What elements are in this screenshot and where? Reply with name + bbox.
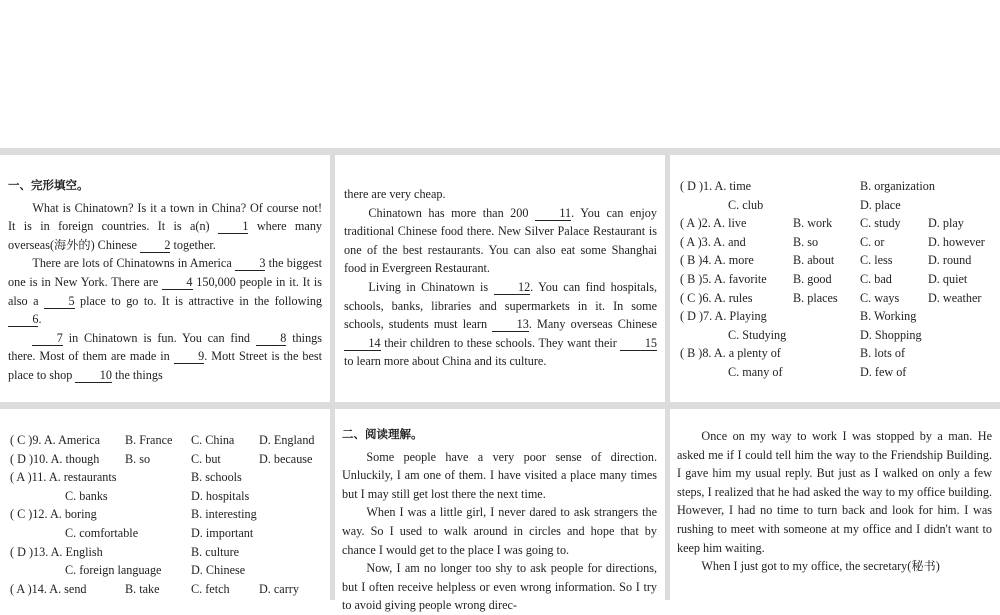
- blank-4: 4: [162, 275, 192, 290]
- answer-choice-b: B. about: [793, 253, 835, 268]
- answer-choice-d: D. quiet: [928, 271, 968, 286]
- reading-panel: [335, 409, 665, 613]
- reading-paragraph-1: Some people have a very poor sense of direction. Unluckily, I am one of them. I have visited a place many times but I may still get lost there the next time.: [342, 449, 657, 501]
- blank-3: 3: [235, 256, 265, 271]
- cloze-continuation-line: there are very cheap.: [344, 187, 446, 201]
- answer-choice-d: D. weather: [928, 290, 982, 305]
- answer-choice-c: D. hospitals: [191, 488, 250, 503]
- answer-choice-a: ( C )6. A. rules: [680, 290, 753, 305]
- answer-choice-a: ( C )12. A. boring: [10, 507, 97, 522]
- answer-choice-d: D. play: [928, 216, 964, 231]
- answer-row: [680, 251, 992, 270]
- reading-paragraph-2: When I was a little girl, I never dared to ask strangers the way. So I used to walk around in circles and hope that by chance I would get to the place I was going to.: [342, 505, 657, 557]
- answer-row: [680, 214, 992, 233]
- answer-row: [680, 177, 992, 196]
- answer-choice-c: B. interesting: [191, 507, 257, 522]
- answer-row: [10, 450, 322, 469]
- blank-9: 9: [174, 349, 204, 364]
- answer-row: [10, 580, 322, 599]
- answer-choice-a: ( B )5. A. favorite: [680, 271, 767, 286]
- answer-choice-c: C. bad: [860, 271, 892, 286]
- answer-row: [680, 344, 992, 363]
- answer-choice-d: D. however: [928, 234, 985, 249]
- answer-choice-c: C. ways: [860, 290, 900, 305]
- answer-choice-a-cont: C. banks: [65, 488, 108, 503]
- blank-6: 6: [8, 312, 38, 327]
- answer-choice-c: B. schools: [191, 470, 242, 485]
- answer-choice-c: C. fetch: [191, 581, 230, 596]
- blank-12: 12: [494, 280, 531, 295]
- answer-choice-b: B. take: [125, 581, 160, 596]
- reading-paragraph-4: Once on my way to work I was stopped by a man. He asked me if I could tell him the way to the Friendship Building. I gave him my usual reply. But just as I walked on only a few steps, I realized that he had asked the way to my office building. However, I had no time to turn back and look for him. I was rushing to meet with someone at my office and I didn't want to keep him waiting.: [677, 429, 992, 555]
- blank-5: 5: [44, 294, 74, 309]
- answers-panel-bottom: [0, 409, 330, 600]
- blank-15: 15: [620, 336, 657, 351]
- cloze-passage-panel: [0, 155, 330, 402]
- answer-choice-b: B. so: [793, 234, 819, 249]
- answer-row: [10, 543, 322, 562]
- answer-choice-c: B. organization: [860, 179, 935, 193]
- blank-2: 2: [140, 238, 170, 253]
- answer-row: [10, 524, 322, 543]
- answer-choice-a: ( D )13. A. English: [10, 544, 103, 559]
- answer-row: [10, 487, 322, 506]
- cloze-paragraph-5: Living in Chinatown is 12. You can find hospitals, schools, banks, libraries and supermarkets in it. In some schools, students must learn 13. Many overseas Chinese 14 their children to these schools. They want their 15 to learn more about China and its culture.: [344, 279, 658, 369]
- answer-choice-a-cont: C. comfortable: [65, 525, 139, 540]
- answer-choice-c: D. Shopping: [860, 327, 922, 342]
- section-heading-reading: 二、阅读理解。: [342, 427, 423, 441]
- answer-choice-c: D. few of: [860, 364, 907, 379]
- answer-row: [680, 289, 992, 308]
- blank-1: 1: [218, 219, 248, 234]
- answer-choice-a: ( C )9. A. America: [10, 433, 101, 447]
- answer-choice-a: ( D )10. A. though: [10, 451, 100, 466]
- answer-row: [680, 196, 992, 215]
- answer-choice-b: B. work: [793, 216, 833, 231]
- answer-choice-b: B. so: [125, 451, 151, 466]
- answer-choice-c: B. lots of: [860, 346, 906, 361]
- answer-choice-c: D. important: [191, 525, 254, 540]
- answer-choice-b: B. places: [793, 290, 838, 305]
- blank-11: 11: [535, 206, 571, 221]
- answer-choice-c: C. study: [860, 216, 901, 231]
- answer-choice-a: ( B )8. A. a plenty of: [680, 346, 781, 361]
- answer-choice-a-cont: C. many of: [728, 364, 783, 379]
- cloze-paragraph-4: Chinatown has more than 200 11. You can enjoy traditional Chinese food there. New Silver Palace Restaurant is one of the best restaurants. You can also eat some Shanghai food in Evergreen Restaurant.: [344, 205, 657, 276]
- answer-row: [10, 468, 322, 487]
- answer-row: [10, 561, 322, 580]
- blank-13: 13: [492, 317, 529, 332]
- answer-choice-d: D. because: [259, 451, 313, 466]
- answer-row: [680, 326, 992, 345]
- answer-choice-c: D. Chinese: [191, 563, 246, 578]
- cloze-paragraph-1: What is Chinatown? Is it a town in China? Of course not! It is in foreign countries. It is a(n) 1 where many overseas(海外的) Chinese 2 together.: [8, 200, 323, 252]
- answer-choice-a: ( A )14. A. send: [10, 581, 87, 596]
- answer-choice-a: ( D )1. A. time: [680, 179, 752, 193]
- blank-8: 8: [256, 331, 286, 346]
- answer-choice-a: ( A )11. A. restaurants: [10, 470, 117, 485]
- answer-row: [680, 307, 992, 326]
- answer-choice-a: ( D )7. A. Playing: [680, 309, 767, 324]
- answer-choice-a: ( B )4. A. more: [680, 253, 754, 268]
- reading-continuation-panel: [670, 409, 1000, 600]
- answer-row: [10, 505, 322, 524]
- blank-7: 7: [32, 331, 62, 346]
- answer-row: [680, 233, 992, 252]
- section-heading-cloze: 一、完形填空。: [8, 178, 89, 192]
- answer-choice-a: ( A )3. A. and: [680, 234, 746, 249]
- answer-choice-a-cont: C. foreign language: [65, 563, 162, 578]
- top-divider-band: [0, 148, 1000, 155]
- answer-choice-b: B. good: [793, 271, 832, 286]
- cloze-paragraph-3: 7 in Chinatown is fun. You can find 8 things there. Most of them are made in 9. Mott Street is the best place to shop 10 the things: [8, 330, 323, 382]
- answer-choice-c: C. or: [860, 234, 885, 249]
- answer-choice-c: C. China: [191, 433, 235, 447]
- answer-choice-c: C. less: [860, 253, 893, 268]
- answer-row: [680, 270, 992, 289]
- cloze-paragraph-2: There are lots of Chinatowns in America 3 the biggest one is in New York. There are 4 150,000 people in it. It is also a 5 place to go to. It is attractive in the following 6.: [8, 256, 323, 327]
- blank-14: 14: [344, 336, 381, 351]
- answer-choice-c: C. but: [191, 451, 221, 466]
- middle-divider-band: [0, 402, 1000, 409]
- answer-choice-c: B. culture: [191, 544, 240, 559]
- answers-panel-top: [670, 155, 1000, 402]
- answer-choice-d: D. England: [259, 433, 315, 447]
- answer-choice-d: D. round: [928, 253, 972, 268]
- blank-10: 10: [75, 368, 112, 383]
- answer-row: [680, 363, 992, 382]
- cloze-continuation-panel: [335, 155, 665, 402]
- reading-paragraph-3: Now, I am no longer too shy to ask people for directions, but I often receive helpless or even wrong information. So I try to avoid giving people wrong direc-: [342, 561, 657, 613]
- answer-choice-c: D. place: [860, 197, 901, 212]
- answer-choice-a-cont: C. Studying: [728, 327, 787, 342]
- answer-choice-d: D. carry: [259, 581, 299, 596]
- answer-row: [10, 431, 322, 450]
- answer-choice-c: B. Working: [860, 309, 917, 324]
- reading-paragraph-5: When I just got to my office, the secretary(秘书): [701, 559, 940, 574]
- answer-choice-a-cont: C. club: [728, 197, 764, 212]
- answer-choice-b: B. France: [125, 433, 173, 447]
- answer-choice-a: ( A )2. A. live: [680, 216, 747, 231]
